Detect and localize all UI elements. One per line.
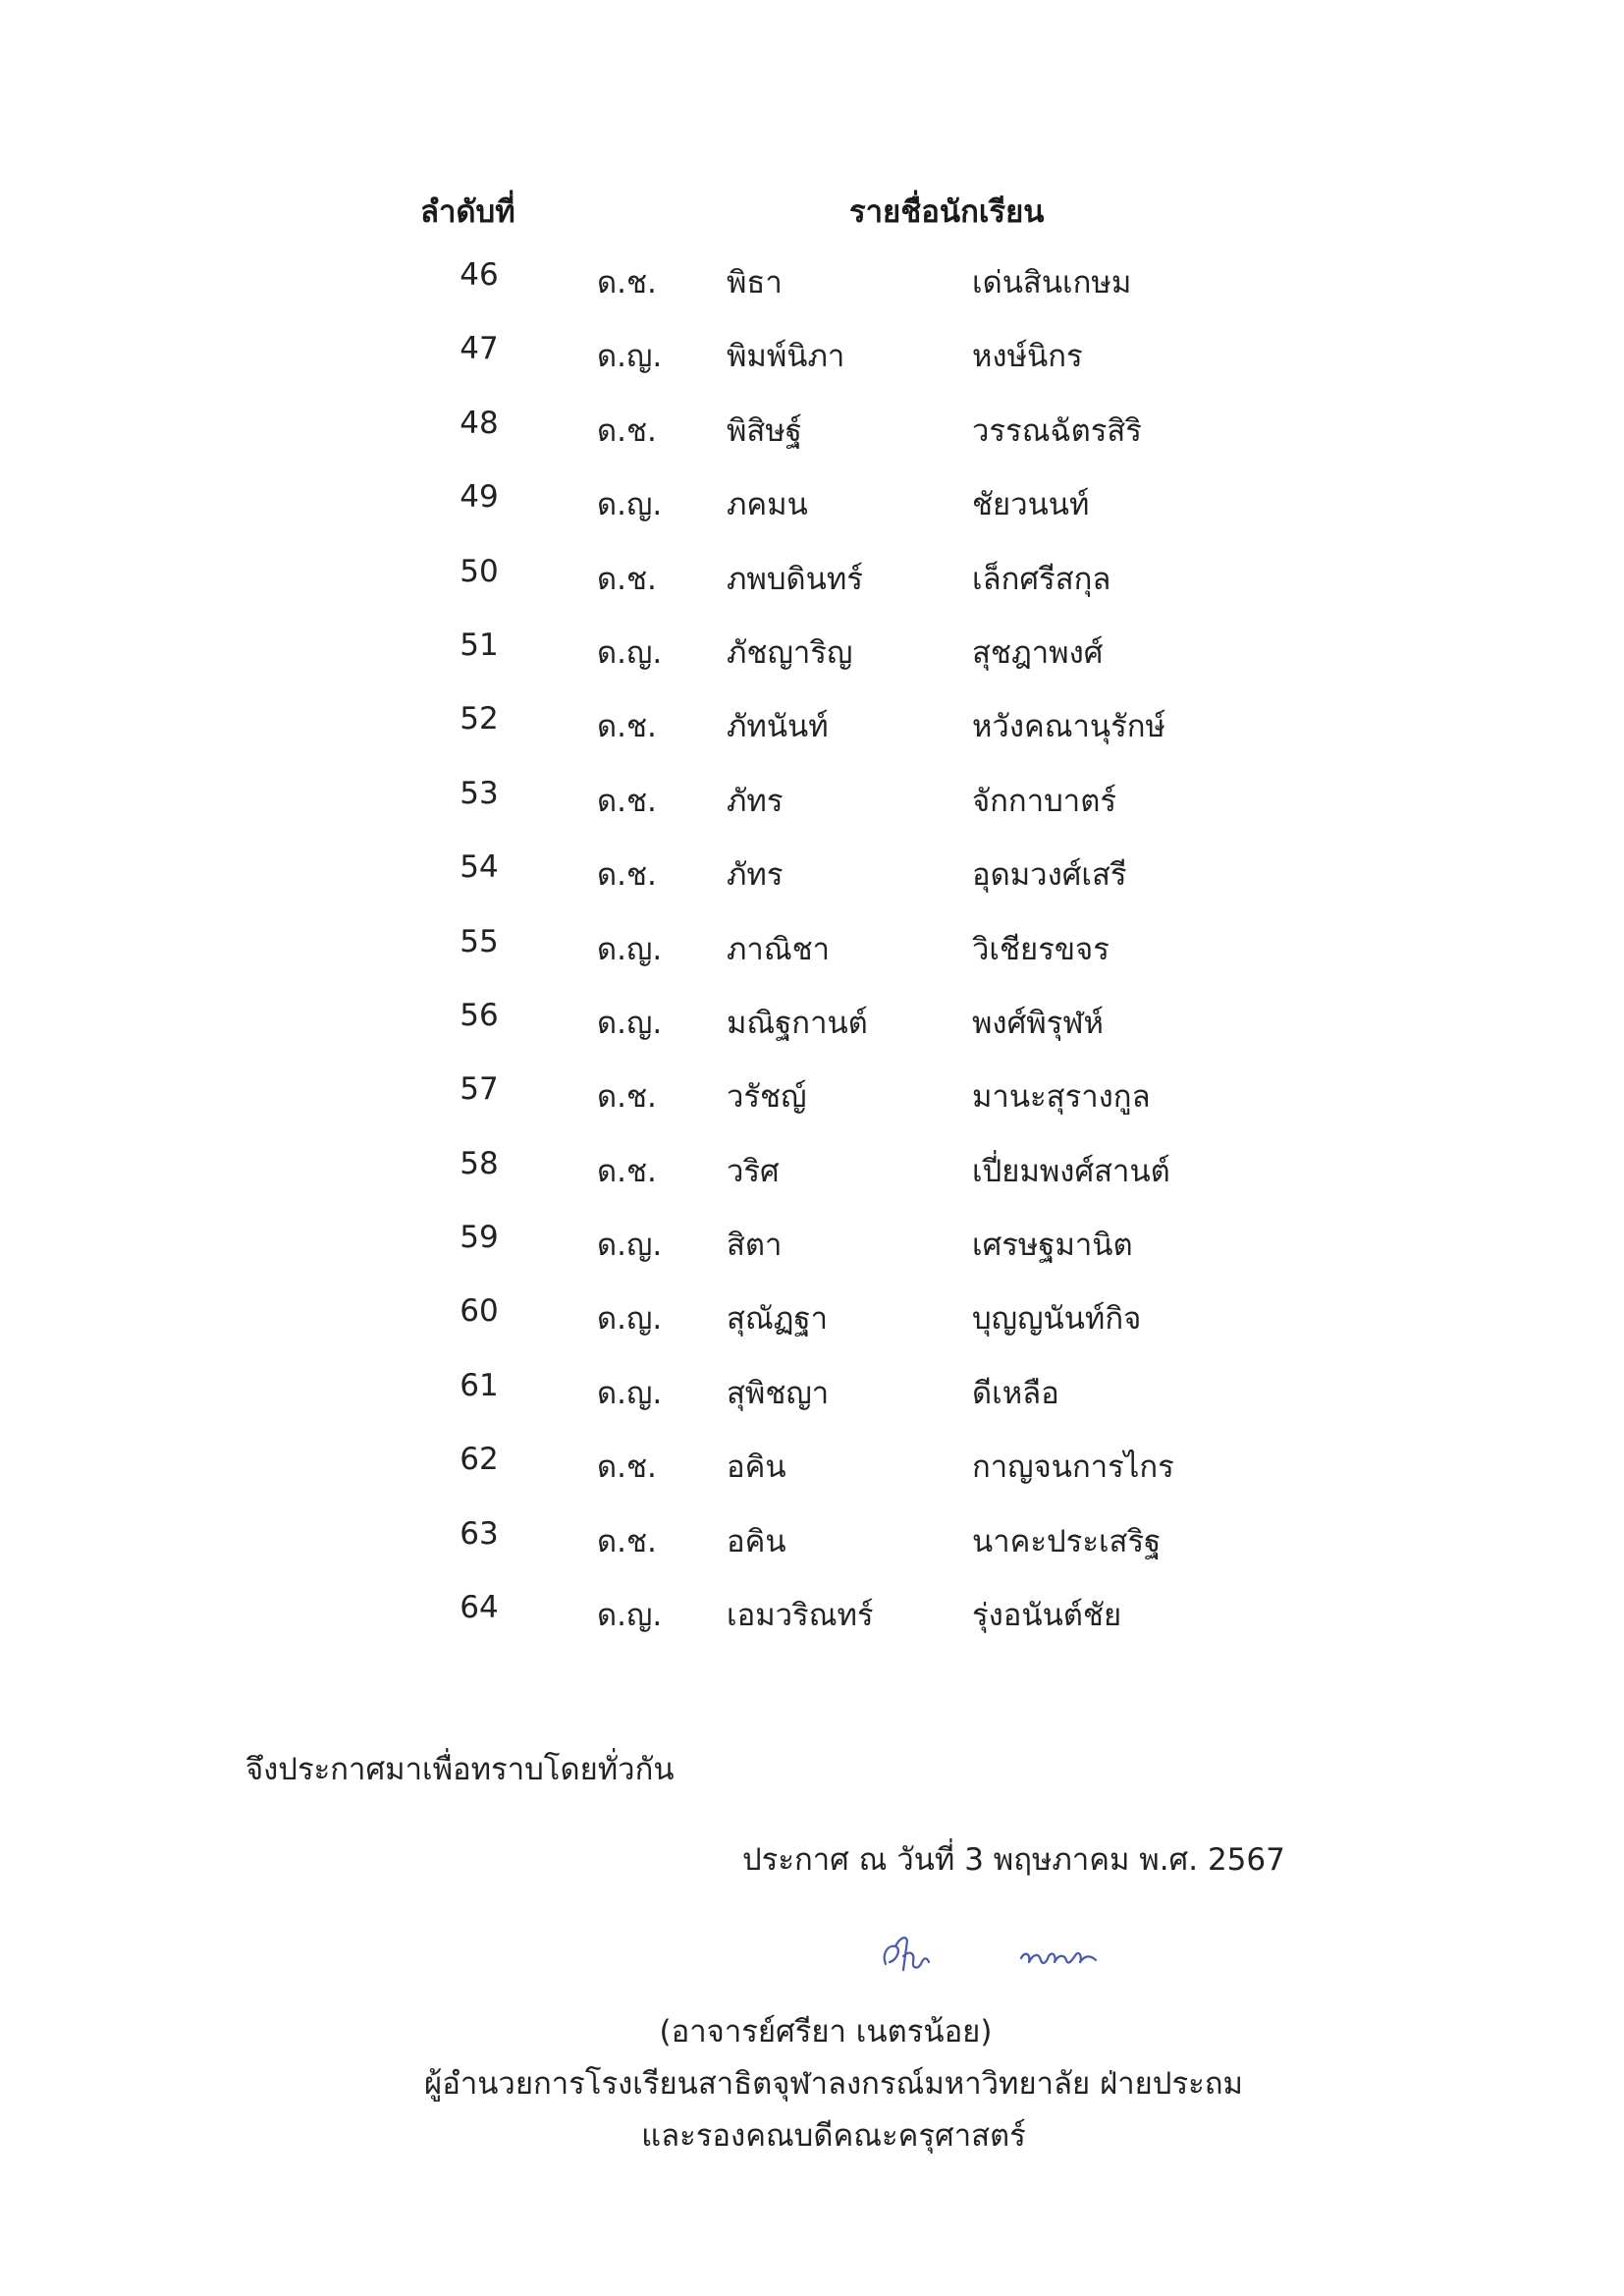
header-order-number: ลำดับที่	[420, 194, 515, 230]
first-name: ภัทร	[727, 857, 784, 894]
last-name: รุ่งอนันต์ชัย	[972, 1598, 1122, 1634]
student-row	[0, 1146, 1624, 1220]
student-row	[0, 479, 1624, 553]
name-prefix: ด.ญ.	[597, 1375, 663, 1411]
student-row	[0, 406, 1624, 479]
first-name: วรัชญ์	[727, 1079, 807, 1116]
last-name: อุดมวงศ์เสรี	[972, 857, 1127, 894]
name-prefix: ด.ช.	[597, 1153, 657, 1189]
signatory-name: (อาจารย์ศรียา เนตรน้อย)	[659, 2014, 993, 2050]
first-name: มณิฐกานต์	[727, 1005, 868, 1041]
first-name: พิสิษฐ์	[727, 412, 802, 449]
first-name: ภัทร	[727, 783, 784, 819]
student-row	[0, 1516, 1624, 1590]
order-number: 57	[460, 1071, 499, 1108]
signatory-title-line2: และรองคณบดีคณะครุศาสตร์	[641, 2118, 1026, 2154]
student-row	[0, 257, 1624, 331]
last-name: กาญจนการไกร	[972, 1449, 1174, 1486]
last-name: หวังคณานุรักษ์	[972, 709, 1165, 745]
name-prefix: ด.ช.	[597, 561, 657, 597]
first-name: สิตา	[727, 1228, 783, 1264]
student-row	[0, 1293, 1624, 1367]
name-prefix: ด.ช.	[597, 857, 657, 894]
order-number: 55	[460, 923, 499, 959]
handwritten-signature	[874, 1927, 1168, 1986]
name-prefix: ด.ช.	[597, 265, 657, 301]
last-name: ดีเหลือ	[972, 1375, 1059, 1411]
name-prefix: ด.ช.	[597, 783, 657, 819]
last-name: เล็กศรีสกุล	[972, 561, 1111, 597]
student-row	[0, 998, 1624, 1071]
last-name: บุญญนันท์กิจ	[972, 1301, 1142, 1338]
last-name: หงษ์นิกร	[972, 339, 1083, 375]
student-row	[0, 554, 1624, 628]
name-prefix: ด.ญ.	[597, 1228, 663, 1264]
first-name: ภาณิชา	[727, 931, 831, 967]
first-name: อคิน	[727, 1449, 786, 1486]
last-name: พงศ์พิรุฬห์	[972, 1005, 1104, 1041]
first-name: สุณัฏฐา	[727, 1301, 829, 1338]
signatory-title-line1: ผู้อำนวยการโรงเรียนสาธิตจุฬาลงกรณ์มหาวิทยาลัย ฝ่ายประถม	[424, 2066, 1243, 2102]
last-name: วิเชียรขจร	[972, 931, 1110, 967]
header-student-names: รายชื่อนักเรียน	[849, 194, 1045, 230]
order-number: 61	[460, 1367, 499, 1403]
order-number: 64	[460, 1590, 499, 1626]
name-prefix: ด.ช.	[597, 1449, 657, 1486]
name-prefix: ด.ญ.	[597, 931, 663, 967]
student-row	[0, 1442, 1624, 1515]
first-name: วริศ	[727, 1153, 780, 1189]
table-header	[0, 187, 1624, 236]
name-prefix: ด.ช.	[597, 709, 657, 745]
student-row	[0, 1590, 1624, 1664]
order-number: 52	[460, 701, 499, 738]
order-number: 48	[460, 405, 499, 441]
last-name: วรรณฉัตรสิริ	[972, 412, 1142, 449]
name-prefix: ด.ญ.	[597, 339, 663, 375]
name-prefix: ด.ช.	[597, 412, 657, 449]
first-name: เอมวริณทร์	[727, 1598, 874, 1634]
student-row	[0, 331, 1624, 405]
last-name: เศรษฐมานิต	[972, 1228, 1133, 1264]
student-row	[0, 849, 1624, 923]
student-list	[0, 257, 1624, 1664]
first-name: ภคมน	[727, 487, 808, 523]
order-number: 59	[460, 1220, 499, 1256]
first-name: พิมพ์นิภา	[727, 339, 845, 375]
first-name: อคิน	[727, 1523, 786, 1559]
student-row	[0, 1071, 1624, 1145]
order-number: 50	[460, 553, 499, 589]
order-number: 53	[460, 775, 499, 811]
order-number: 54	[460, 849, 499, 886]
name-prefix: ด.ช.	[597, 1523, 657, 1559]
last-name: ชัยวนนท์	[972, 487, 1090, 523]
last-name: จักกาบาตร์	[972, 783, 1116, 819]
student-row	[0, 701, 1624, 775]
name-prefix: ด.ช.	[597, 1079, 657, 1116]
order-number: 49	[460, 479, 499, 516]
student-row	[0, 776, 1624, 849]
order-number: 60	[460, 1293, 499, 1330]
name-prefix: ด.ญ.	[597, 1005, 663, 1041]
announcement-date: ประกาศ ณ วันที่ 3 พฤษภาคม พ.ศ. 2567	[742, 1842, 1285, 1878]
name-prefix: ด.ญ.	[597, 1598, 663, 1634]
student-row	[0, 628, 1624, 701]
student-row	[0, 1368, 1624, 1442]
last-name: เปี่ยมพงศ์สานต์	[972, 1153, 1170, 1189]
last-name: มานะสุรางกูล	[972, 1079, 1151, 1116]
name-prefix: ด.ญ.	[597, 1301, 663, 1338]
order-number: 58	[460, 1145, 499, 1181]
first-name: ภพบดินทร์	[727, 561, 863, 597]
student-row	[0, 1220, 1624, 1293]
last-name: เด่นสินเกษม	[972, 265, 1132, 301]
order-number: 46	[460, 257, 499, 293]
last-name: นาคะประเสริฐ	[972, 1523, 1162, 1559]
first-name: พิธา	[727, 265, 783, 301]
closing-statement: จึงประกาศมาเพื่อทราบโดยทั่วกัน	[245, 1752, 675, 1787]
name-prefix: ด.ญ.	[597, 487, 663, 523]
order-number: 56	[460, 997, 499, 1033]
order-number: 51	[460, 627, 499, 663]
first-name: ภัทนันท์	[727, 709, 829, 745]
first-name: ภัชญาริญ	[727, 634, 853, 671]
order-number: 47	[460, 331, 499, 367]
first-name: สุพิชญา	[727, 1375, 830, 1411]
name-prefix: ด.ญ.	[597, 634, 663, 671]
last-name: สุชฎาพงศ์	[972, 634, 1104, 671]
order-number: 62	[460, 1442, 499, 1478]
student-row	[0, 924, 1624, 998]
order-number: 63	[460, 1515, 499, 1552]
